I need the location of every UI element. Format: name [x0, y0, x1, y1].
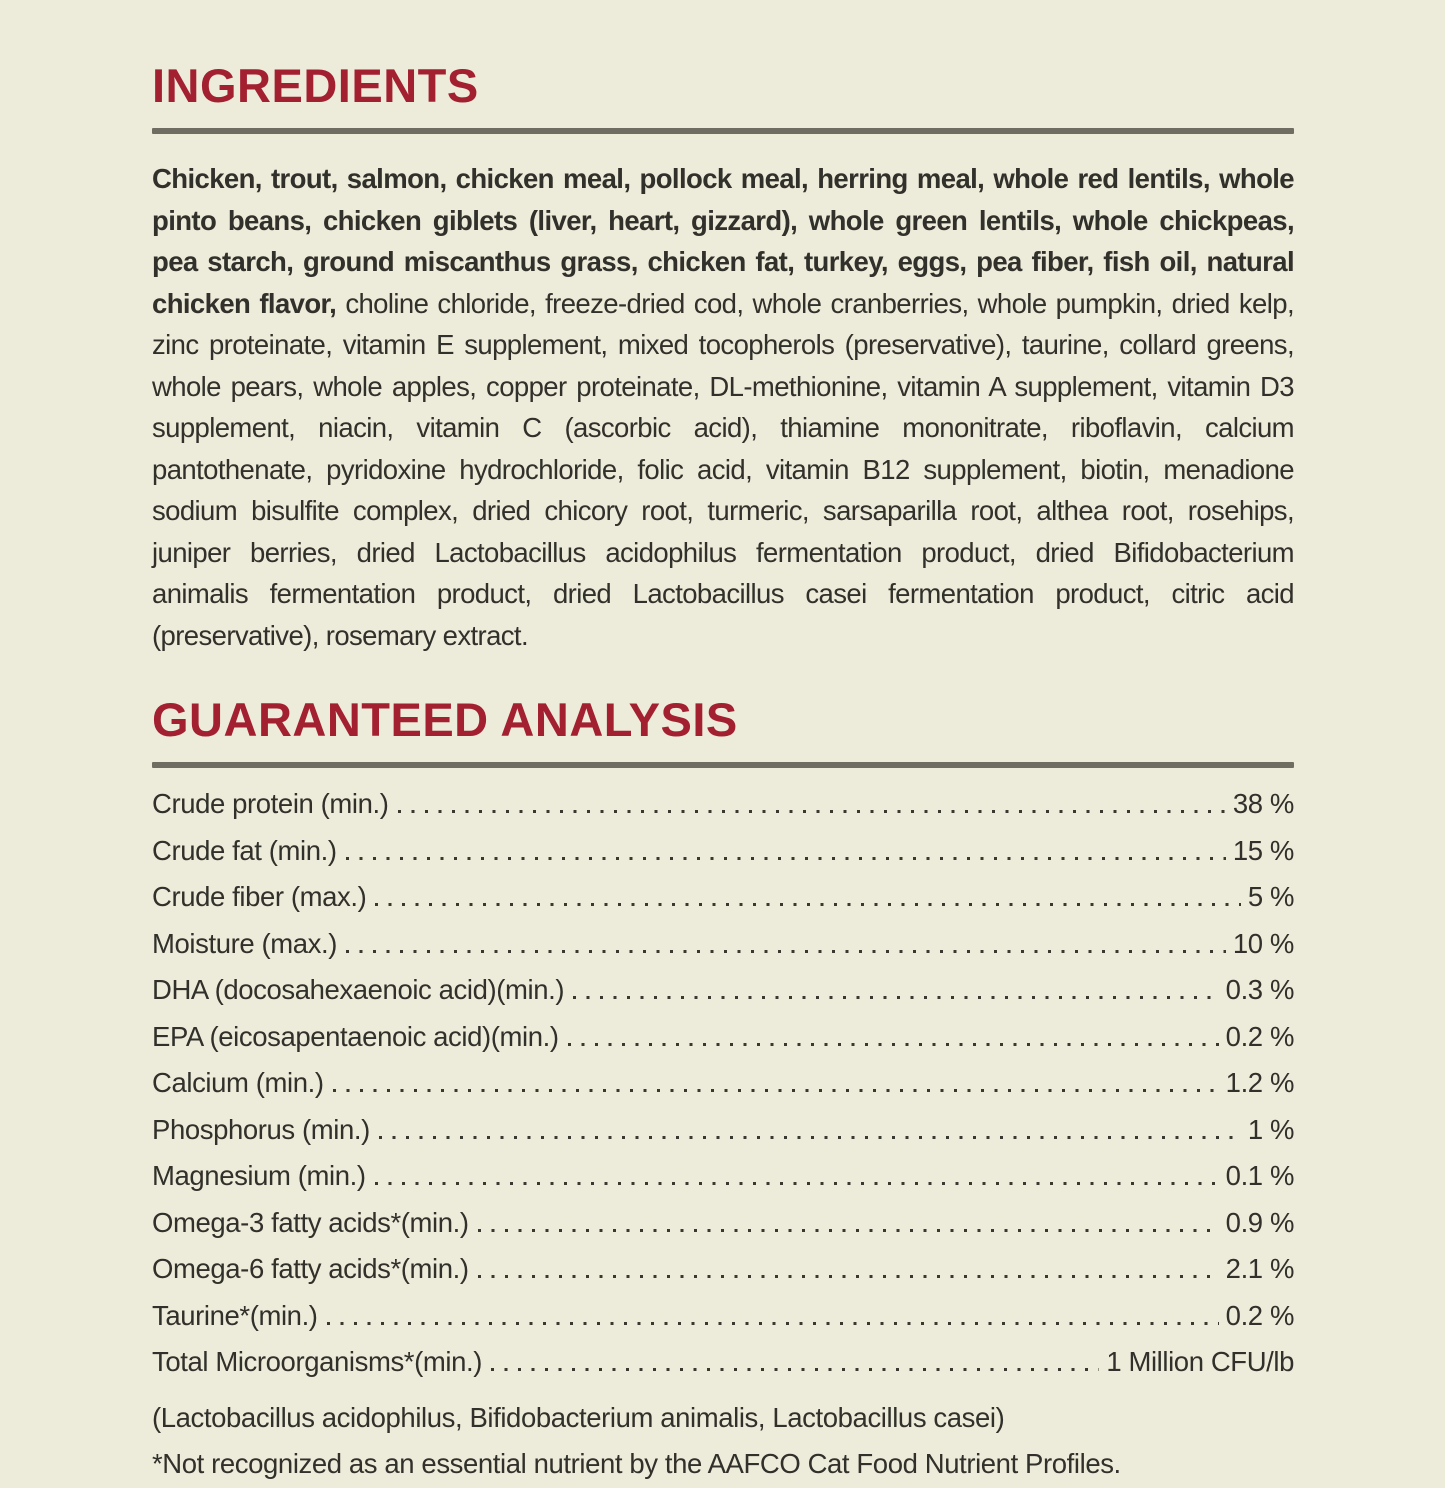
nutrient-label: Taurine*(min.)	[152, 1299, 318, 1331]
ingredients-paragraph	[152, 158, 1294, 656]
analysis-row	[152, 881, 1294, 928]
guaranteed-analysis-section	[152, 692, 1294, 1488]
analysis-row	[152, 788, 1294, 835]
nutrient-label: Phosphorus (min.)	[152, 1113, 370, 1145]
ingredients-primary-list: Chicken, trout, salmon, chicken meal, pollock meal, herring meal, whole red lentils, whole pinto beans, chicken giblets (liver, heart, gizzard), whole green lentils, whole chickpeas, pea starch, ground miscanthus grass, chicken fat, turkey, eggs, pea fiber, fish oil, natural chicken flavor,	[152, 163, 1294, 319]
nutrient-value: 10 %	[1232, 927, 1294, 959]
guaranteed-analysis-divider	[152, 762, 1294, 768]
guaranteed-analysis-table	[152, 788, 1294, 1393]
nutrient-label: Omega-3 fatty acids*(min.)	[152, 1206, 469, 1238]
ingredients-secondary-list: choline chloride, freeze-dried cod, whole cranberries, whole pumpkin, dried kelp, zinc proteinate, vitamin E supplement, mixed tocopherols (preservative), taurine, collard greens, whole pears, whole apples, copper proteinate, DL-methionine, vitamin A supplement, vitamin D3 supplement, niacin, vitamin C (ascorbic acid), thiamine mononitrate, riboflavin, calcium pantothenate, pyridoxine hydrochloride, folic acid, vitamin B12 supplement, biotin, menadione sodium bisulfite complex, dried chicory root, turmeric, sarsaparilla root, althea root, rosehips, juniper berries, dried Lactobacillus acidophilus fermentation product, dried Bifidobacterium animalis fermentation product, dried Lactobacillus casei fermentation product, citric acid (preservative), rosemary extract.	[152, 287, 1294, 651]
analysis-row	[152, 974, 1294, 1021]
microorganism-species-note: (Lactobacillus acidophilus, Bifidobacterium animalis, Lactobacillus casei)	[152, 1401, 1005, 1433]
nutrient-value: 1 %	[1247, 1113, 1294, 1145]
nutrient-value: 1 Million CFU/lb	[1106, 1346, 1294, 1377]
nutrient-value: 0.2 %	[1225, 1299, 1294, 1331]
nutrient-label: Crude protein (min.)	[152, 788, 389, 819]
nutrient-label: Moisture (max.)	[152, 927, 337, 959]
analysis-row	[152, 1346, 1294, 1393]
dot-leader	[398, 810, 1226, 813]
dot-leader	[346, 857, 1226, 860]
analysis-row	[152, 1067, 1294, 1114]
nutrient-value: 2.1 %	[1225, 1253, 1294, 1284]
nutrient-value: 0.3 %	[1225, 974, 1294, 1005]
analysis-row	[152, 1114, 1294, 1161]
nutrient-label: EPA (eicosapentaenoic acid)(min.)	[152, 1020, 559, 1052]
nutrient-value: 0.2 %	[1225, 1020, 1294, 1052]
analysis-row	[152, 928, 1294, 975]
analysis-row	[152, 835, 1294, 882]
analysis-row	[152, 1160, 1294, 1207]
dot-leader	[346, 950, 1226, 953]
dot-leader	[478, 1229, 1219, 1232]
nutrient-value: 15 %	[1232, 834, 1294, 866]
analysis-row	[152, 1207, 1294, 1254]
nutrient-label: Omega-6 fatty acids*(min.)	[152, 1253, 469, 1284]
dot-leader	[375, 903, 1240, 906]
ingredients-section	[152, 58, 1294, 656]
nutrient-label: Crude fat (min.)	[152, 834, 337, 866]
nutrient-label: DHA (docosahexaenoic acid)(min.)	[152, 974, 565, 1005]
guaranteed-analysis-title: GUARANTEED ANALYSIS	[152, 693, 738, 746]
dot-leader	[333, 1089, 1219, 1092]
nutrient-label: Magnesium (min.)	[152, 1160, 366, 1191]
dot-leader	[491, 1368, 1099, 1371]
nutrient-value: 0.9 %	[1225, 1206, 1294, 1238]
analysis-row	[152, 1300, 1294, 1347]
dot-leader	[379, 1136, 1241, 1139]
nutrient-value: 38 %	[1232, 788, 1294, 819]
ingredients-divider	[152, 128, 1294, 134]
nutrient-value: 0.1 %	[1225, 1160, 1294, 1191]
nutrient-label: Crude fiber (max.)	[152, 881, 367, 912]
dot-leader	[375, 1182, 1219, 1185]
nutrient-value: 5 %	[1247, 881, 1294, 912]
analysis-row	[152, 1253, 1294, 1300]
dot-leader	[327, 1322, 1219, 1325]
dot-leader	[478, 1275, 1219, 1278]
analysis-footnotes	[152, 1395, 1294, 1488]
nutrient-value: 1.2 %	[1225, 1067, 1294, 1098]
nutrient-label: Total Microorganisms*(min.)	[152, 1346, 482, 1377]
analysis-row	[152, 1021, 1294, 1068]
aafco-disclaimer-note: *Not recognized as an essential nutrient by the AAFCO Cat Food Nutrient Profiles.	[152, 1448, 1121, 1479]
ingredients-title: INGREDIENTS	[152, 59, 479, 112]
dot-leader	[573, 996, 1219, 999]
nutrient-label: Calcium (min.)	[152, 1067, 324, 1098]
dot-leader	[568, 1043, 1219, 1046]
